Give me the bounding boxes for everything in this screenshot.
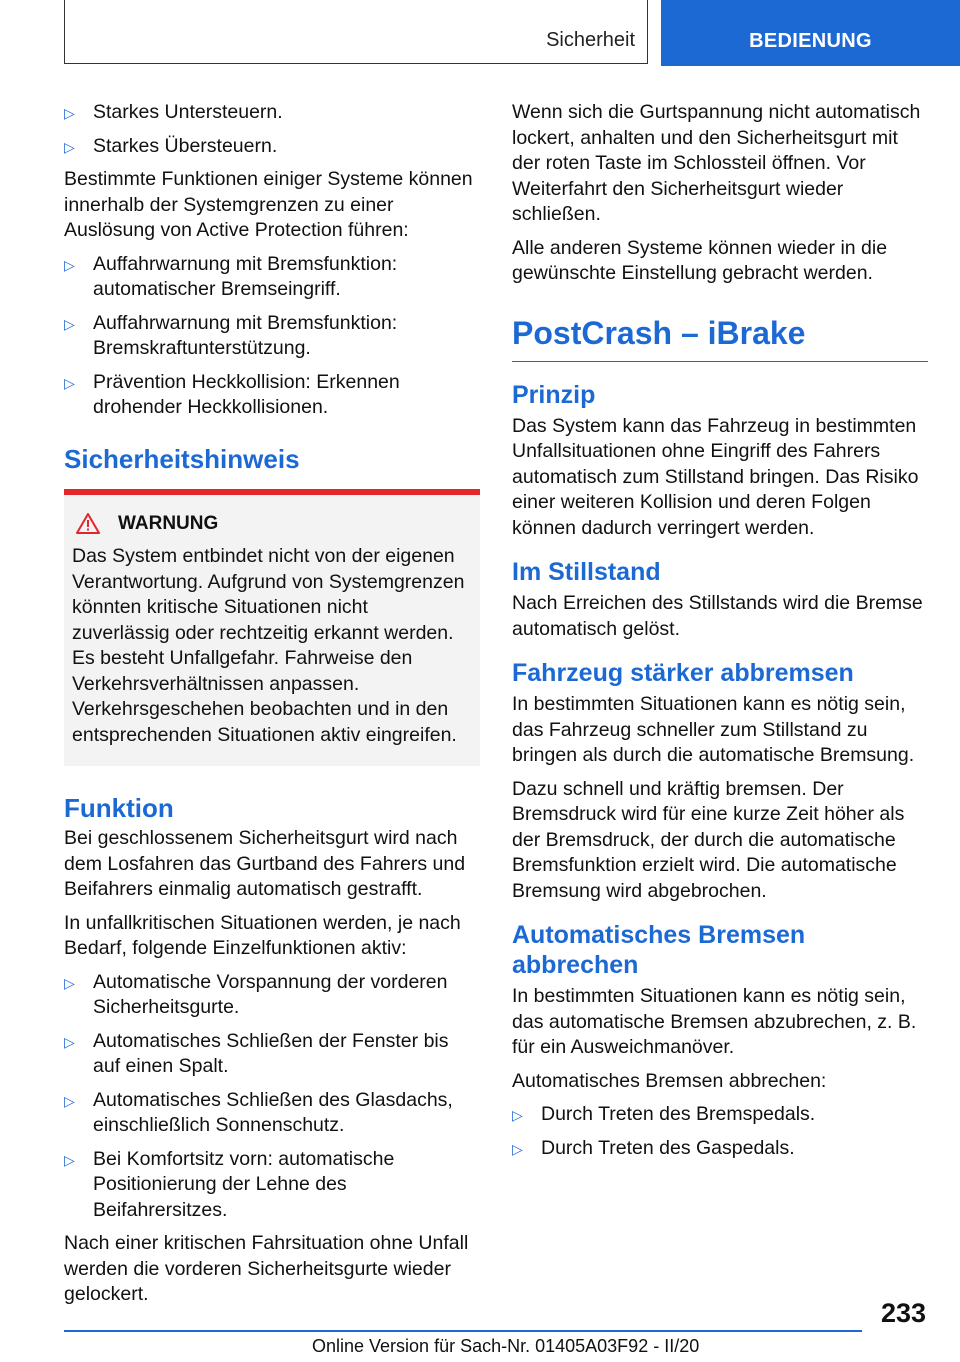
heading-principle: Prinzip [512,380,596,409]
list-item: ▷ Auffahrwarnung mit Bremsfunktion: automatischer Bremseingriff. [64,252,398,300]
paragraph: In bestimmten Situationen kann es nötig sein, das Fahrzeug schneller zum Stillstand zu bringen als durch die automatische Bremsung. [512,693,915,766]
list-item: ▷ Bei Komfortsitz vorn: automatische Positionierung der Lehne des Beifahrersitzes. [64,1147,395,1221]
warning-text: Das System entbindet nicht von der eigenen Verantwortung. Aufgrund von Systemgrenzen könnten kritische Situationen nicht zuverlässig oder rechtzeitig erkannt werden. Es besteht Unfallgefahr. Fahrweise den Verkehrsverhältnissen anpassen. Verkehrsgeschehen beobachten und in den entsprechenden Situationen aktiv eingreifen. [72,545,465,746]
heading-standstill: Im Stillstand [512,558,661,586]
bullet-list-top [64,100,480,159]
paragraph: Das System kann das Fahrzeug in bestimmten Unfallsituationen ohne Eingriff des Fahrers automatisch zum Stillstand bringen. Das Risiko einer weiteren Kollision und deren Folgen können dadurch verringert werden. [512,414,919,539]
bullet-triangle-icon: ▷ [64,1151,75,1168]
heading-cancel-braking: Automatisches Bremsen abbrechen [512,921,806,979]
paragraph: Bestimmte Funktionen einiger Systeme können innerhalb der Systemgrenzen zu einer Auslösung von Active Protection führen: [64,168,473,241]
bullet-triangle-icon: ▷ [64,105,75,121]
paragraph: Automatisches Bremsen abbrechen: [512,1069,827,1092]
paragraph: Nach einer kritischen Fahrsituation ohne Unfall werden die vorderen Sicherheitsgurte wieder gelockert. [64,1232,469,1305]
bullet-triangle-icon: ▷ [512,1140,523,1157]
bullet-list-systems [64,252,480,421]
paragraph: In bestimmten Situationen kann es nötig sein, das automatische Bremsen abzubrechen, z. B. für ein Ausweichmanöver. [512,985,917,1058]
footer-divider [64,1330,862,1332]
bullet-triangle-icon: ▷ [512,1107,523,1123]
list-item: ▷ Auffahrwarnung mit Bremsfunktion: Bremskraftunterstützung. [64,311,398,359]
warning-header [72,511,470,537]
footer-online-version: Online Version für Sach-Nr. 01405A03F92 - II/20 [312,1336,700,1356]
bullet-triangle-icon: ▷ [64,374,75,391]
header-section-title: Sicherheit [546,29,635,51]
paragraph: Dazu schnell und kräftig bremsen. Der Bremsdruck wird für eine kurze Zeit höher als der Bremsdruck, der durch die automatische Bremsfunktion erzielt wird. Die automatische Bremsung wird abgebrochen. [512,777,905,902]
warning-triangle-icon [76,513,100,534]
list-item: ▷ Automatisches Schließen der Fenster bis auf einen Spalt. [64,1029,449,1077]
heading-postcrash-ibrake: PostCrash – iBrake [512,313,928,362]
left-column [64,100,480,1316]
list-item: ▷ Automatische Vorspannung der vorderen Sicherheitsgurte. [64,970,448,1018]
bullet-triangle-icon: ▷ [64,974,75,991]
heading-function: Funktion [64,793,174,823]
bullet-triangle-icon: ▷ [64,138,75,155]
bullet-triangle-icon: ▷ [64,256,75,273]
warning-title: WARNUNG [118,512,219,534]
header-chapter-tab[interactable]: BEDIENUNG [661,0,960,66]
bullet-list-cancel [512,1102,928,1161]
list-item: ▷ Starkes Untersteuern. [64,100,480,126]
list-item: ▷ Starkes Übersteuern. [64,134,480,160]
paragraph: Nach Erreichen des Stillstands wird die Bremse automatisch gelöst. [512,592,923,640]
heading-safety-notice: Sicherheitshinweis [64,443,300,474]
paragraph: In unfallkritischen Situationen werden, je nach Bedarf, folgende Einzelfunktionen aktiv: [64,911,461,959]
page-number: 233 [880,1298,926,1328]
list-item: ▷ Durch Treten des Gaspedals. [512,1136,928,1162]
paragraph: Wenn sich die Gurtspannung nicht automatisch lockert, anhalten und den Sicherheitsgurt mit der roten Taste im Schlossteil öffnen. Vor Weiterfahrt den Sicherheitsgurt wieder schließen. [512,101,921,225]
bullet-triangle-icon: ▷ [64,1033,75,1050]
bullet-triangle-icon: ▷ [64,1092,75,1109]
bullet-list-functions [64,970,480,1224]
heading-brake-harder: Fahrzeug stärker abbremsen [512,659,854,687]
paragraph: Bei geschlossenem Sicherheitsgurt wird nach dem Losfahren das Gurtband des Fahrers und Beifahrers einmalig automatisch gestrafft. [64,827,466,900]
list-item: ▷ Automatisches Schließen des Glasdachs, einschließlich Sonnenschutz. [64,1088,453,1136]
paragraph: Alle anderen Systeme können wieder in die gewünschte Einstellung gebracht werden. [512,236,888,284]
right-column [512,100,928,1169]
warning-box [64,489,480,767]
list-item: ▷ Prävention Heckkollision: Erkennen drohender Heckkollisionen. [64,370,400,418]
list-item: ▷ Durch Treten des Bremspedals. [512,1102,928,1128]
bullet-triangle-icon: ▷ [64,315,75,332]
